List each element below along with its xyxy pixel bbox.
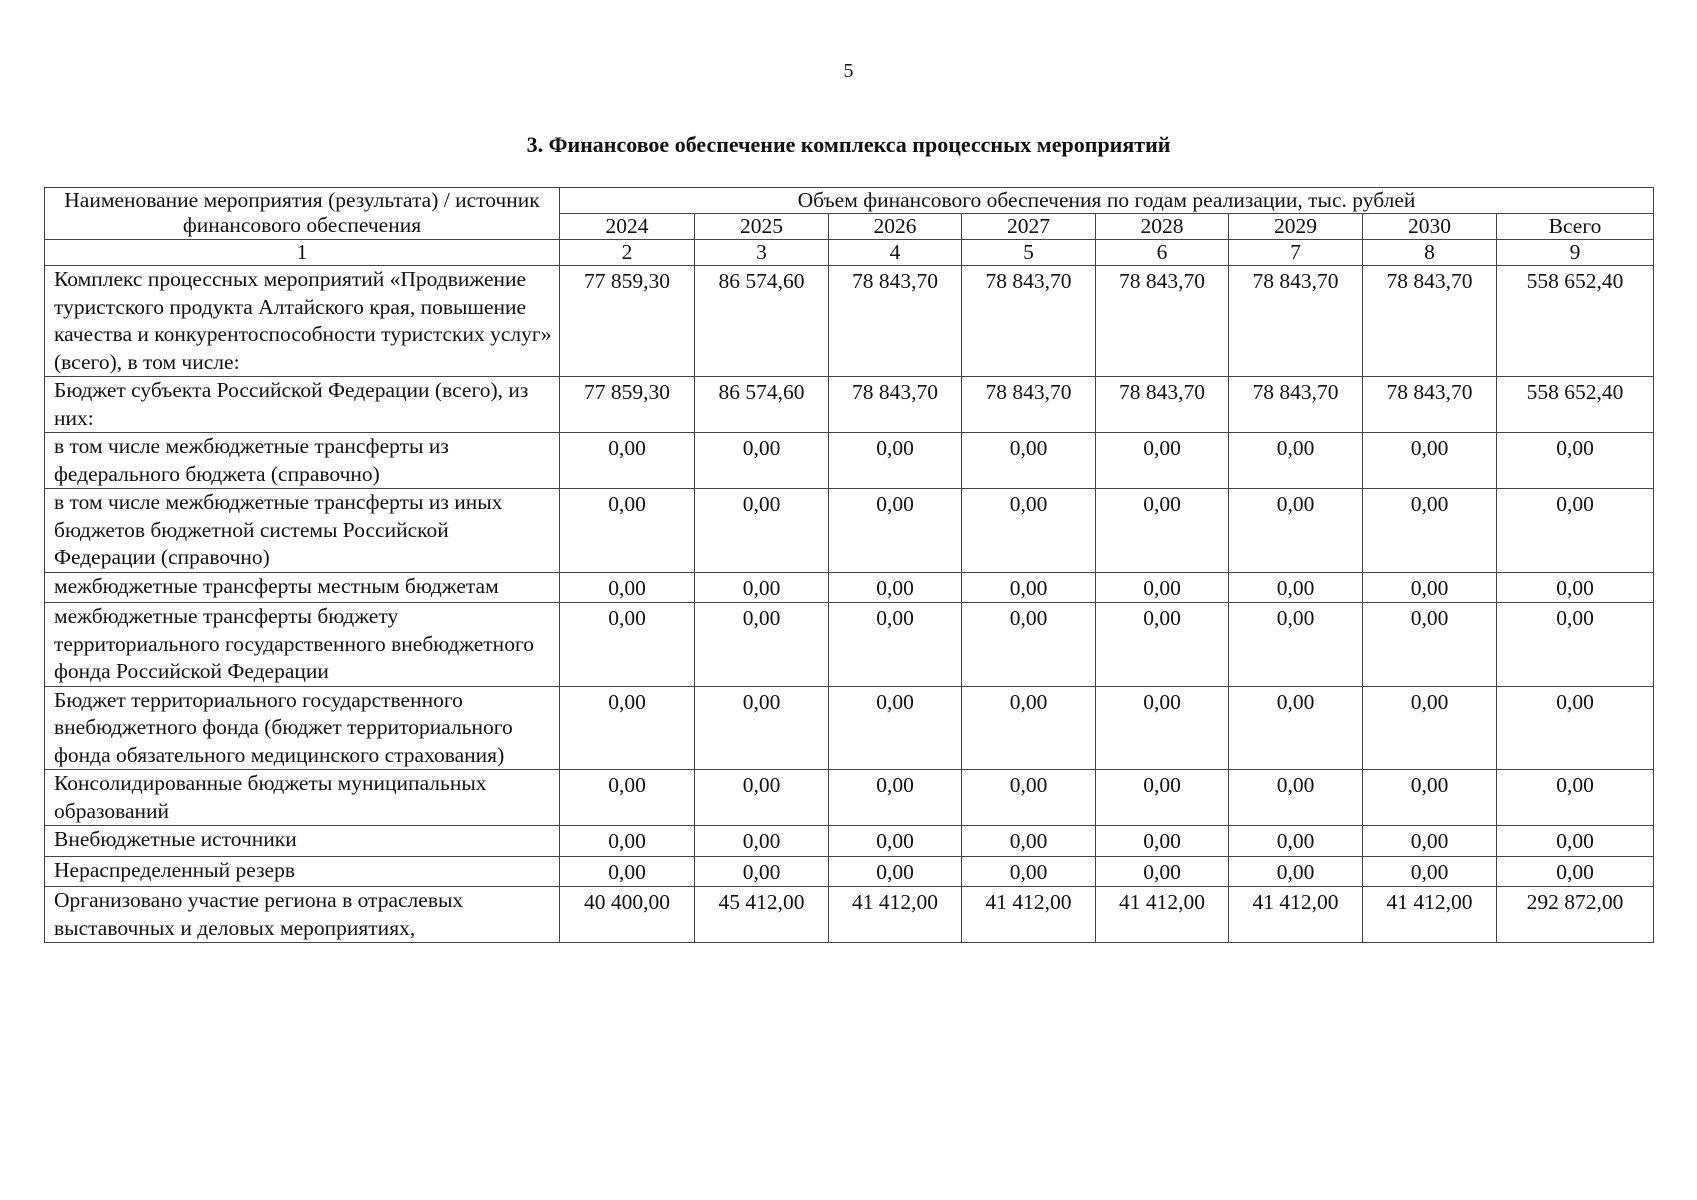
value-cell: 78 843,70 bbox=[962, 377, 1096, 433]
column-number: 3 bbox=[695, 240, 829, 266]
value-cell: 78 843,70 bbox=[1363, 377, 1497, 433]
value-cell: 0,00 bbox=[560, 770, 695, 826]
value-cell: 0,00 bbox=[962, 433, 1096, 489]
table-row bbox=[45, 856, 1654, 887]
value-cell: 0,00 bbox=[560, 856, 695, 887]
page-number: 5 bbox=[843, 60, 854, 82]
table-row bbox=[45, 489, 1654, 573]
value-cell: 78 843,70 bbox=[1363, 266, 1497, 377]
table-row bbox=[45, 826, 1654, 857]
value-cell: 0,00 bbox=[1363, 572, 1497, 603]
value-cell: 0,00 bbox=[560, 489, 695, 573]
value-cell: 0,00 bbox=[695, 489, 829, 573]
financing-table bbox=[44, 187, 1654, 943]
row-name: в том числе межбюджетные трансферты из иных бюджетов бюджетной системы Российской Федерации (справочно) bbox=[45, 489, 560, 573]
value-cell: 0,00 bbox=[1229, 603, 1363, 687]
value-cell: 0,00 bbox=[829, 603, 962, 687]
value-cell: 0,00 bbox=[695, 603, 829, 687]
table-body bbox=[45, 266, 1654, 943]
value-cell: 78 843,70 bbox=[962, 266, 1096, 377]
value-cell: 0,00 bbox=[1363, 433, 1497, 489]
value-cell: 0,00 bbox=[560, 572, 695, 603]
table-row bbox=[45, 433, 1654, 489]
column-number: 7 bbox=[1229, 240, 1363, 266]
row-name: Нераспределенный резерв bbox=[45, 856, 560, 887]
table-row bbox=[45, 266, 1654, 377]
value-cell: 0,00 bbox=[560, 686, 695, 770]
row-name: Бюджет субъекта Российской Федерации (всего), из них: bbox=[45, 377, 560, 433]
value-cell: 0,00 bbox=[962, 603, 1096, 687]
value-cell: 0,00 bbox=[1096, 433, 1229, 489]
value-cell: 0,00 bbox=[560, 433, 695, 489]
row-name: в том числе межбюджетные трансферты из федерального бюджета (справочно) bbox=[45, 433, 560, 489]
total-cell: 0,00 bbox=[1497, 686, 1654, 770]
value-cell: 0,00 bbox=[1096, 826, 1229, 857]
value-cell: 86 574,60 bbox=[695, 266, 829, 377]
value-cell: 78 843,70 bbox=[829, 266, 962, 377]
value-cell: 78 843,70 bbox=[829, 377, 962, 433]
column-number: 8 bbox=[1363, 240, 1497, 266]
column-number: 1 bbox=[45, 240, 560, 266]
value-cell: 77 859,30 bbox=[560, 266, 695, 377]
column-number-row bbox=[45, 240, 1654, 266]
value-cell: 0,00 bbox=[1363, 826, 1497, 857]
volume-column-header: Объем финансового обеспечения по годам реализации, тыс. рублей bbox=[560, 188, 1654, 214]
row-name: Бюджет территориального государственного внебюджетного фонда (бюджет территориального фонда обязательного медицинского страхования) bbox=[45, 686, 560, 770]
row-name: межбюджетные трансферты бюджету территориального государственного внебюджетного фонда Российской Федерации bbox=[45, 603, 560, 687]
value-cell: 0,00 bbox=[1096, 572, 1229, 603]
value-cell: 0,00 bbox=[695, 826, 829, 857]
total-cell: 0,00 bbox=[1497, 826, 1654, 857]
column-number: 4 bbox=[829, 240, 962, 266]
value-cell: 0,00 bbox=[962, 572, 1096, 603]
value-cell: 0,00 bbox=[695, 856, 829, 887]
table-row bbox=[45, 887, 1654, 943]
column-number: 2 bbox=[560, 240, 695, 266]
value-cell: 0,00 bbox=[1363, 489, 1497, 573]
column-number: 9 bbox=[1497, 240, 1654, 266]
value-cell: 86 574,60 bbox=[695, 377, 829, 433]
year-header: 2025 bbox=[695, 214, 829, 240]
value-cell: 0,00 bbox=[829, 770, 962, 826]
value-cell: 0,00 bbox=[1229, 433, 1363, 489]
value-cell: 41 412,00 bbox=[829, 887, 962, 943]
value-cell: 78 843,70 bbox=[1229, 266, 1363, 377]
table-row bbox=[45, 686, 1654, 770]
year-header: 2028 bbox=[1096, 214, 1229, 240]
value-cell: 0,00 bbox=[695, 686, 829, 770]
year-header: 2026 bbox=[829, 214, 962, 240]
row-name: Организовано участие региона в отраслевых выставочных и деловых мероприятиях, bbox=[45, 887, 560, 943]
column-number: 5 bbox=[962, 240, 1096, 266]
value-cell: 0,00 bbox=[1096, 856, 1229, 887]
value-cell: 0,00 bbox=[695, 572, 829, 603]
value-cell: 0,00 bbox=[1229, 489, 1363, 573]
value-cell: 0,00 bbox=[1229, 826, 1363, 857]
value-cell: 0,00 bbox=[1229, 856, 1363, 887]
value-cell: 0,00 bbox=[962, 489, 1096, 573]
value-cell: 0,00 bbox=[560, 826, 695, 857]
total-cell: 0,00 bbox=[1497, 489, 1654, 573]
value-cell: 0,00 bbox=[1363, 686, 1497, 770]
value-cell: 41 412,00 bbox=[1096, 887, 1229, 943]
value-cell: 0,00 bbox=[829, 826, 962, 857]
value-cell: 0,00 bbox=[962, 826, 1096, 857]
value-cell: 0,00 bbox=[1229, 686, 1363, 770]
column-number: 6 bbox=[1096, 240, 1229, 266]
value-cell: 0,00 bbox=[1096, 489, 1229, 573]
value-cell: 0,00 bbox=[829, 489, 962, 573]
value-cell: 0,00 bbox=[1363, 856, 1497, 887]
total-cell: 558 652,40 bbox=[1497, 377, 1654, 433]
value-cell: 0,00 bbox=[560, 603, 695, 687]
value-cell: 77 859,30 bbox=[560, 377, 695, 433]
total-cell: 0,00 bbox=[1497, 572, 1654, 603]
value-cell: 78 843,70 bbox=[1229, 377, 1363, 433]
row-name: Консолидированные бюджеты муниципальных образований bbox=[45, 770, 560, 826]
value-cell: 0,00 bbox=[962, 770, 1096, 826]
table-row bbox=[45, 770, 1654, 826]
value-cell: 41 412,00 bbox=[1229, 887, 1363, 943]
value-cell: 0,00 bbox=[1229, 572, 1363, 603]
total-cell: 0,00 bbox=[1497, 770, 1654, 826]
total-cell: 0,00 bbox=[1497, 856, 1654, 887]
value-cell: 78 843,70 bbox=[1096, 377, 1229, 433]
value-cell: 0,00 bbox=[1363, 770, 1497, 826]
value-cell: 0,00 bbox=[829, 572, 962, 603]
total-header: Всего bbox=[1497, 214, 1654, 240]
table-row bbox=[45, 377, 1654, 433]
value-cell: 41 412,00 bbox=[962, 887, 1096, 943]
year-header: 2030 bbox=[1363, 214, 1497, 240]
total-cell: 558 652,40 bbox=[1497, 266, 1654, 377]
value-cell: 45 412,00 bbox=[695, 887, 829, 943]
value-cell: 0,00 bbox=[829, 856, 962, 887]
row-name: Внебюджетные источники bbox=[45, 826, 560, 857]
value-cell: 0,00 bbox=[962, 686, 1096, 770]
table-row bbox=[45, 603, 1654, 687]
year-header: 2024 bbox=[560, 214, 695, 240]
value-cell: 40 400,00 bbox=[560, 887, 695, 943]
value-cell: 0,00 bbox=[695, 433, 829, 489]
row-name: межбюджетные трансферты местным бюджетам bbox=[45, 572, 560, 603]
total-cell: 0,00 bbox=[1497, 433, 1654, 489]
value-cell: 41 412,00 bbox=[1363, 887, 1497, 943]
year-header: 2027 bbox=[962, 214, 1096, 240]
value-cell: 0,00 bbox=[1096, 686, 1229, 770]
header-row-1 bbox=[45, 188, 1654, 214]
total-cell: 0,00 bbox=[1497, 603, 1654, 687]
value-cell: 0,00 bbox=[1363, 603, 1497, 687]
value-cell: 0,00 bbox=[695, 770, 829, 826]
value-cell: 0,00 bbox=[1096, 770, 1229, 826]
value-cell: 0,00 bbox=[829, 433, 962, 489]
table-row bbox=[45, 572, 1654, 603]
name-column-header: Наименование мероприятия (результата) / источник финансового обеспечения bbox=[45, 188, 560, 240]
value-cell: 78 843,70 bbox=[1096, 266, 1229, 377]
row-name: Комплекс процессных мероприятий «Продвижение туристского продукта Алтайского края, повышение качества и конкурентоспособности туристских услуг» (всего), в том числе: bbox=[45, 266, 560, 377]
section-title: 3. Финансовое обеспечение комплекса процессных мероприятий bbox=[526, 132, 1171, 157]
year-header: 2029 bbox=[1229, 214, 1363, 240]
value-cell: 0,00 bbox=[829, 686, 962, 770]
value-cell: 0,00 bbox=[962, 856, 1096, 887]
value-cell: 0,00 bbox=[1096, 603, 1229, 687]
value-cell: 0,00 bbox=[1229, 770, 1363, 826]
total-cell: 292 872,00 bbox=[1497, 887, 1654, 943]
